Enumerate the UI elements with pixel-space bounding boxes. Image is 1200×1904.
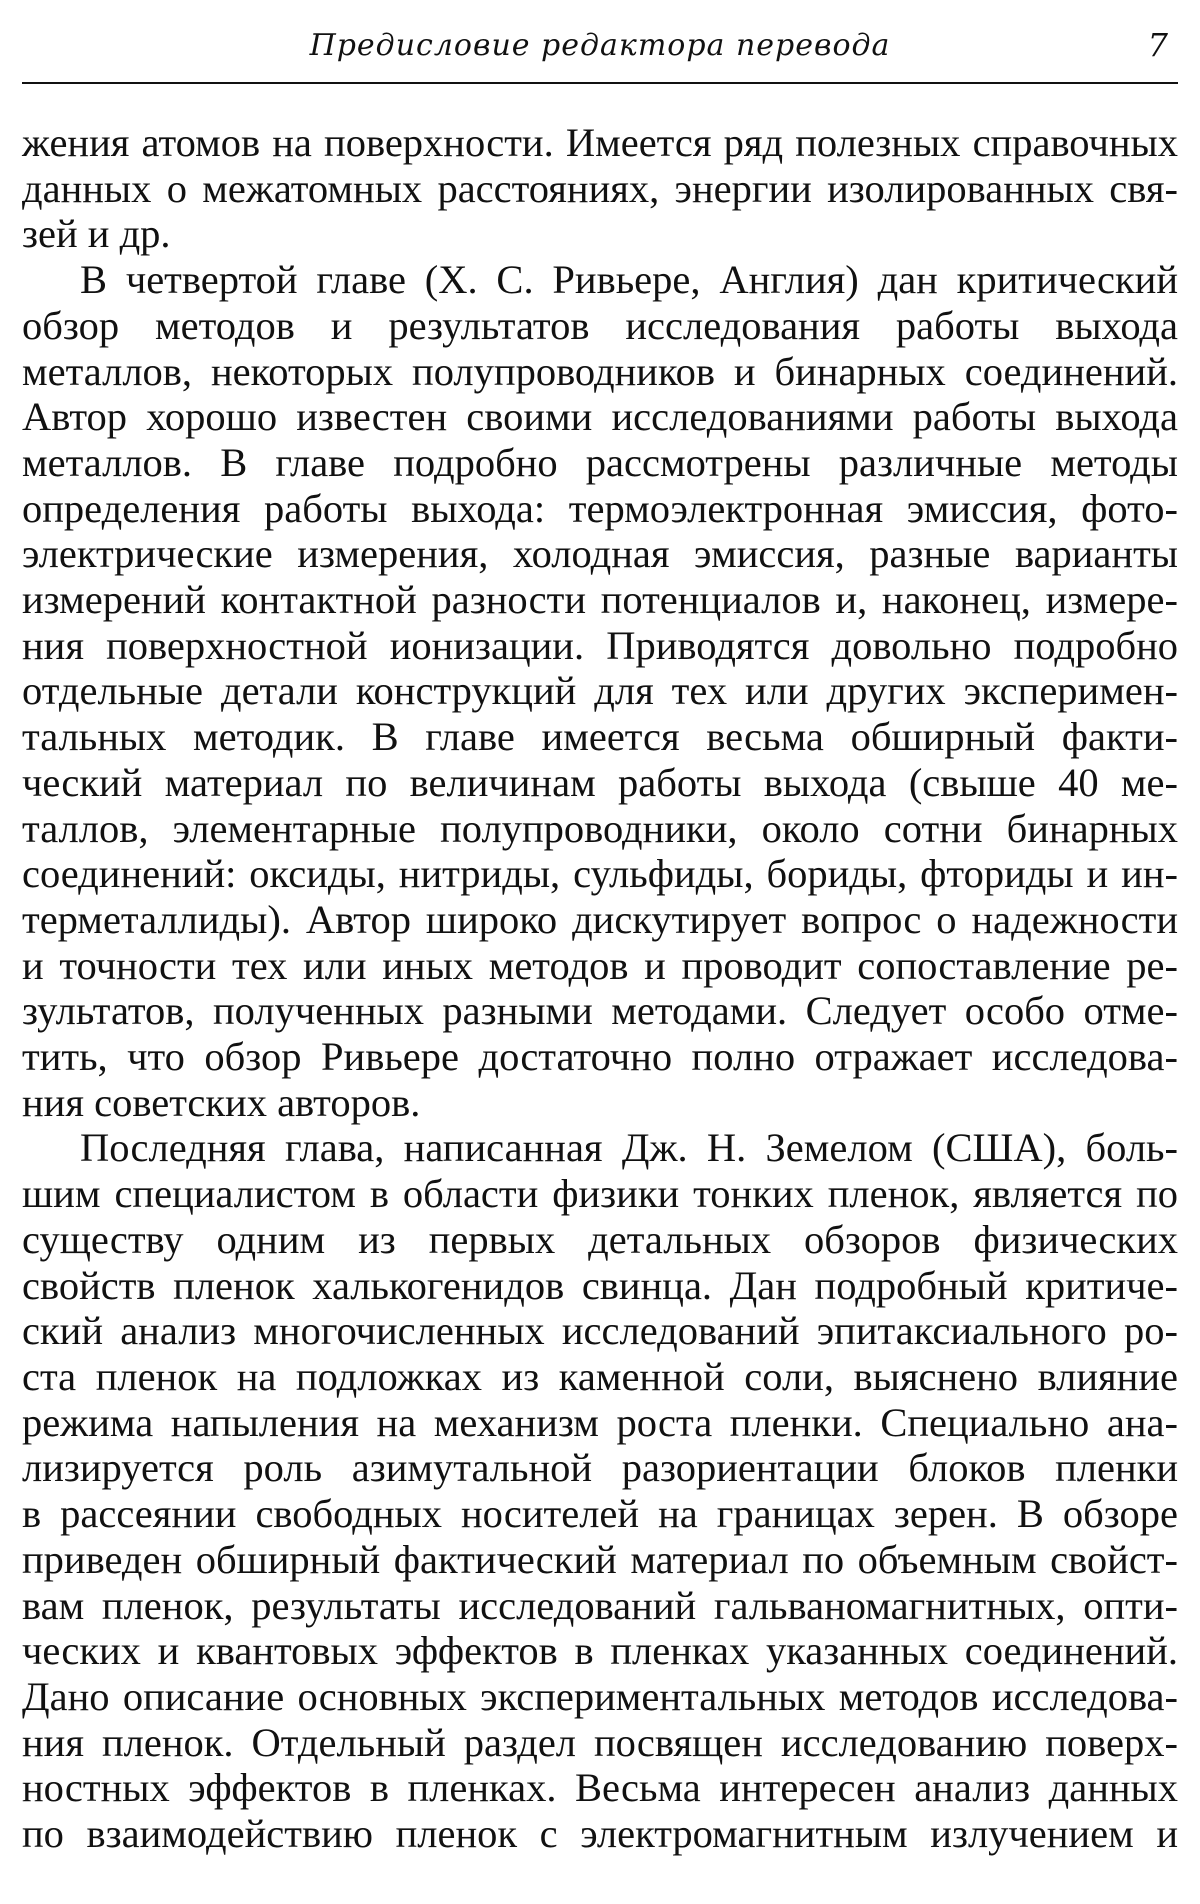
text-line: металлов, некоторых полупроводников и бинарных соединений. — [22, 348, 1178, 394]
text-line: электрические измерения, холодная эмиссия, разные варианты — [22, 531, 1178, 577]
text-line: ния советских авторов. — [22, 1079, 421, 1125]
text-line: соединений: оксиды, нитриды, сульфиды, бориды, фториды и ин- — [22, 851, 1178, 897]
text-line: ностных эффектов в пленках. Весьма интересен анализ данных — [22, 1765, 1178, 1811]
text-line: режима напыления на механизм роста пленки. Специально ана- — [22, 1399, 1178, 1445]
text-line: ния пленок. Отдельный раздел посвящен исследованию поверх- — [22, 1719, 1178, 1765]
text-line: определения работы выхода: термоэлектронная эмиссия, фото- — [22, 485, 1178, 531]
text-line: Автор хорошо известен своими исследованиями работы выхода — [22, 394, 1178, 440]
text-line: таллов, элементарные полупроводники, около сотни бинарных — [22, 805, 1178, 851]
book-page — [22, 0, 1178, 1857]
text-line: ста пленок на подложках из каменной соли, выяснено влияние — [22, 1353, 1178, 1399]
body-text — [22, 120, 1178, 1857]
text-line: тальных методик. В главе имеется весьма обширный факти- — [22, 714, 1178, 760]
running-header — [22, 0, 1178, 84]
text-line: ческих и квантовых эффектов в пленках указанных соединений. — [22, 1628, 1178, 1674]
text-line: зультатов, полученных разными методами. Следует особо отме- — [22, 988, 1178, 1034]
text-line: в рассеянии свободных носителей на границах зерен. В обзоре — [22, 1491, 1178, 1537]
text-line: зей и др. — [22, 211, 171, 257]
running-title: Предисловие редактора перевода — [309, 28, 891, 63]
text-line: Дано описание основных экспериментальных методов исследова- — [22, 1673, 1178, 1719]
text-line: по взаимодействию пленок с электромагнитным излучением и — [22, 1811, 1178, 1857]
text-line: ния поверхностной ионизации. Приводятся довольно подробно — [22, 622, 1178, 668]
page-number: 7 — [1147, 26, 1168, 64]
text-line: существу одним из первых детальных обзоров физических — [22, 1216, 1178, 1262]
text-line: данных о межатомных расстояниях, энергии изолированных свя- — [22, 165, 1178, 211]
text-line: ческий материал по величинам работы выхода (свыше 40 ме- — [22, 759, 1178, 805]
text-line: Последняя глава, написанная Дж. Н. Земелом (США), боль- — [80, 1125, 1178, 1171]
text-line: измерений контактной разности потенциалов и, наконец, измере- — [22, 577, 1178, 623]
text-line: обзор методов и результатов исследования работы выхода — [22, 302, 1178, 348]
text-line: вам пленок, результаты исследований гальваномагнитных, опти- — [22, 1582, 1178, 1628]
text-line: металлов. В главе подробно рассмотрены различные методы — [22, 439, 1178, 485]
text-line: лизируется роль азимутальной разориентации блоков пленки — [22, 1445, 1178, 1491]
text-line: приведен обширный фактический материал по объемным свойст- — [22, 1536, 1178, 1582]
text-line: свойств пленок халькогенидов свинца. Дан подробный критиче- — [22, 1262, 1178, 1308]
text-line: жения атомов на поверхности. Имеется ряд полезных справочных — [22, 120, 1178, 165]
text-line: В четвертой главе (X. С. Ривьере, Англия) дан критический — [80, 257, 1178, 303]
text-line: терметаллиды). Автор широко дискутирует вопрос о надежности — [22, 896, 1178, 942]
text-line: шим специалистом в области физики тонких пленок, является по — [22, 1171, 1178, 1217]
text-line: отдельные детали конструкций для тех или других эксперимен- — [22, 668, 1178, 714]
text-line: тить, что обзор Ривьере достаточно полно отражает исследова- — [22, 1034, 1178, 1080]
text-line: ский анализ многочисленных исследований эпитаксиального ро- — [22, 1308, 1178, 1354]
text-line: и точности тех или иных методов и проводит сопоставление ре- — [22, 942, 1178, 988]
